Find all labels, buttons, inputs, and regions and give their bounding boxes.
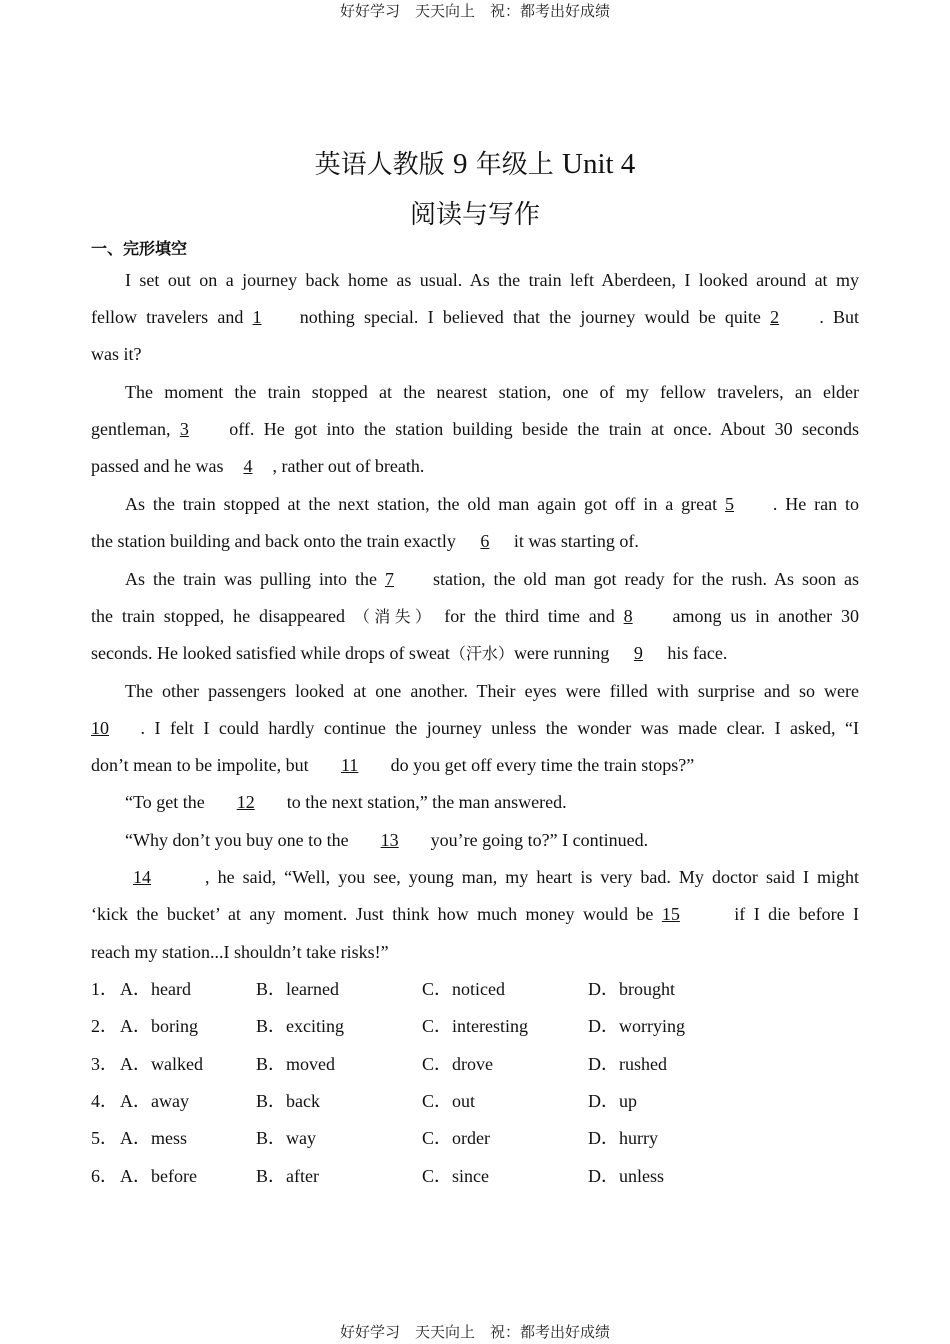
blank-9: 9 xyxy=(633,643,643,663)
option-c: C．interesting xyxy=(422,1016,528,1036)
passage-line: reach my station...I shouldn’t take risks!” xyxy=(91,942,389,962)
passage-line: the station building and back onto the train exactly 6 it was starting of. xyxy=(91,531,639,551)
passage-line: The other passengers looked at one another. Their eyes were filled with surprise and so were xyxy=(125,681,859,701)
title-unit: Unit 4 xyxy=(562,148,636,180)
question-number: 3． xyxy=(91,1054,118,1074)
blank-13: 13 xyxy=(380,830,399,850)
option-d: D．up xyxy=(588,1091,637,1111)
passage-line: I set out on a journey back home as usual. As the train left Aberdeen, I looked around at my xyxy=(125,270,859,290)
option-b: B．moved xyxy=(256,1054,335,1074)
blank-4: 4 xyxy=(243,456,253,476)
option-c: C．noticed xyxy=(422,979,505,999)
passage-line: 14 , he said, “Well, you see, young man, my heart is very bad. My doctor said I might xyxy=(133,867,860,887)
question-number: 5． xyxy=(91,1128,118,1148)
passage-line: seconds. He looked satisfied while drops of sweat（汗水）were running 9 his face. xyxy=(91,643,728,663)
option-d: D．brought xyxy=(588,979,675,999)
page-subtitle: 阅读与写作 xyxy=(409,200,540,230)
question-number: 2． xyxy=(91,1016,118,1036)
option-b: B．exciting xyxy=(256,1016,344,1036)
option-a: A．away xyxy=(120,1091,189,1111)
question-number: 1． xyxy=(91,979,118,999)
section-title: 一、完形填空 xyxy=(91,239,188,258)
passage-line: As the train stopped at the next station, the old man again got off in a great 5 . He ran to xyxy=(125,494,860,514)
passage-line: “To get the 12 to the next station,” the man answered. xyxy=(125,792,567,812)
title-cn-1: 英语人教版 xyxy=(314,150,445,180)
blank-7: 7 xyxy=(385,569,395,589)
option-c: C．order xyxy=(422,1128,490,1148)
option-d: D．rushed xyxy=(588,1054,667,1074)
blank-8: 8 xyxy=(623,606,633,626)
passage-line: fellow travelers and 1 nothing special. I believed that the journey would be quite 2 . But xyxy=(91,307,860,327)
blank-15: 15 xyxy=(661,904,680,924)
passage-line: the train stopped, he disappeared （消失） for the third time and 8 among us in another 30 xyxy=(91,606,860,626)
option-a: A．boring xyxy=(120,1016,198,1036)
blank-11: 11 xyxy=(340,755,359,775)
option-d: D．worrying xyxy=(588,1016,685,1036)
blank-10: 10 xyxy=(91,718,109,738)
option-c: C．since xyxy=(422,1166,489,1186)
option-b: B．after xyxy=(256,1166,319,1186)
blank-12: 12 xyxy=(236,792,255,812)
passage-line: ‘kick the bucket’ at any moment. Just think how much money would be 15 if I die before I xyxy=(91,904,860,924)
question-number: 4． xyxy=(91,1091,118,1111)
passage-line: “Why don’t you buy one to the 13 you’re going to?” I continued. xyxy=(125,830,649,850)
page-title xyxy=(0,144,950,181)
option-d: D．unless xyxy=(588,1166,664,1186)
title-cn-2: 年级上 xyxy=(475,150,554,180)
blank-1: 1 xyxy=(252,307,262,327)
blank-6: 6 xyxy=(480,531,490,551)
title-grade-number: 9 xyxy=(452,148,468,180)
passage-line: gentleman, 3 off. He got into the station building beside the train at once. About 30 seconds xyxy=(91,419,859,439)
page-footer: 好好学习 天天向上 祝：都考出好成绩 xyxy=(339,1323,610,1341)
passage-line: was it? xyxy=(91,344,142,364)
passage-line: As the train was pulling into the 7 station, the old man got ready for the rush. As soon as xyxy=(125,569,860,589)
blank-2: 2 xyxy=(770,307,780,327)
option-b: B．back xyxy=(256,1091,320,1111)
page-header: 好好学习 天天向上 祝：都考出好成绩 xyxy=(339,2,610,20)
passage-line: passed and he was 4 , rather out of breath. xyxy=(91,456,425,476)
passage-line: The moment the train stopped at the nearest station, one of my fellow travelers, an elder xyxy=(125,382,859,402)
option-a: A．heard xyxy=(120,979,191,999)
option-c: C．out xyxy=(422,1091,476,1111)
blank-3: 3 xyxy=(179,419,189,439)
option-c: C．drove xyxy=(422,1054,493,1074)
option-a: A．before xyxy=(120,1166,197,1186)
option-a: A．mess xyxy=(120,1128,187,1148)
option-d: D．hurry xyxy=(588,1128,658,1148)
blank-5: 5 xyxy=(725,494,735,514)
blank-14: 14 xyxy=(133,867,151,887)
passage-line: don’t mean to be impolite, but 11 do you get off every time the train stops?” xyxy=(91,755,695,775)
option-b: B．way xyxy=(256,1128,316,1148)
question-number: 6． xyxy=(91,1166,118,1186)
option-b: B．learned xyxy=(256,979,339,999)
passage-line: 10 . I felt I could hardly continue the journey unless the wonder was made clear. I asked, “I xyxy=(91,718,859,738)
option-a: A．walked xyxy=(120,1054,203,1074)
